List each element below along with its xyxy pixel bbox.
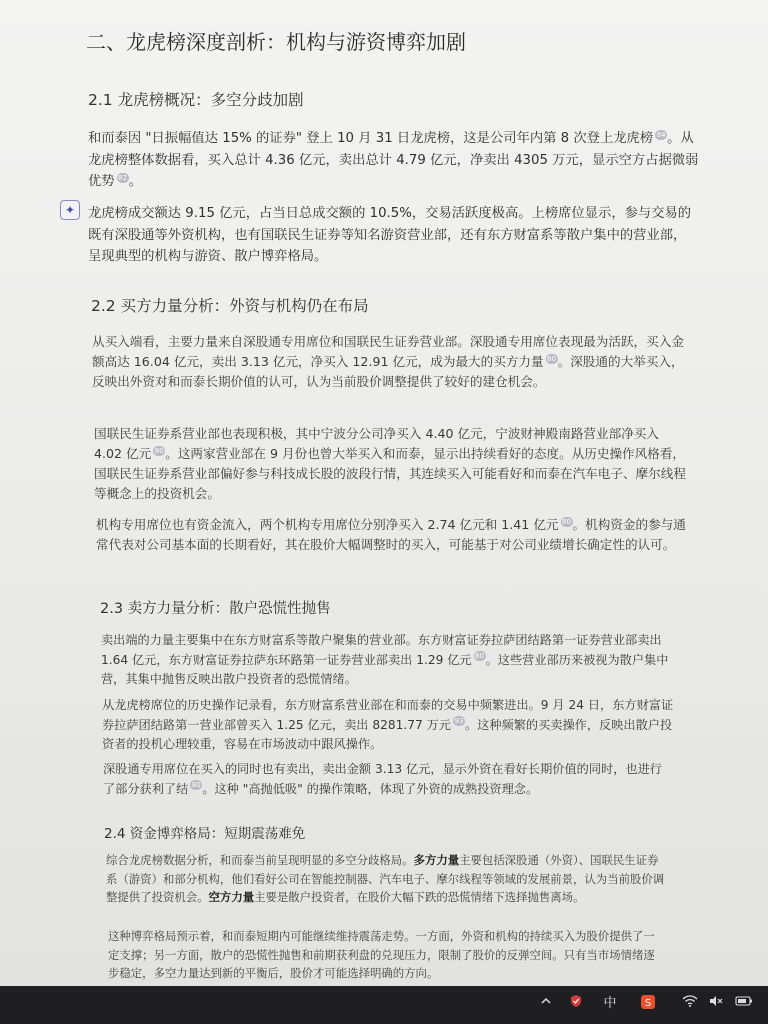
citation-badge[interactable]: 93 bbox=[454, 717, 464, 726]
chevron-up-icon[interactable] bbox=[536, 994, 556, 1014]
sparkle-icon: ✦ bbox=[64, 203, 76, 217]
paragraph: 深股通专用席位在买入的同时也有卖出，卖出金额 3.13 亿元，显示外资在看好长期价值的同时，也进行了部分获利了结 80 。这种 "高抛低吸" 的操作策略，体现了外资的成熟投资理念。 bbox=[103, 762, 662, 796]
taskbar bbox=[0, 986, 768, 1024]
citation-badge[interactable]: 82 bbox=[118, 173, 128, 182]
section-title-2-3: 2.3 卖方力量分析：散户恐慌性抛售 bbox=[100, 601, 331, 617]
page-title: 二、龙虎榜深度剖析：机构与游资博弈加剧 bbox=[86, 30, 466, 54]
section-title-2-4: 2.4 资金博弈格局：短期震荡难免 bbox=[104, 826, 306, 842]
sogou-icon[interactable] bbox=[638, 994, 658, 1014]
paragraph: 从龙虎榜席位的历史操作记录看，东方财富系营业部在和而泰的交易中频繁进出。9 月 24 日，东方财富证券拉萨团结路第一营业部曾买入 1.25 亿元，卖出 8281.77 万元 93 。这种频繁的买卖操作，反映出散户投资者的投机心理较重，容易在市场波动中跟风操作。 bbox=[102, 698, 674, 751]
volume-mute-icon[interactable] bbox=[706, 994, 726, 1014]
citation-badge[interactable]: 80 bbox=[191, 781, 201, 790]
citation-badge[interactable]: 80 bbox=[562, 517, 571, 526]
paragraph: 和而泰因 "日振幅值达 15% 的证券" 登上 10 月 31 日龙虎榜，这是公司年内第 8 次登上龙虎榜 84 。从龙虎榜整体数据看，买入总计 4.36 亿元，卖出总计 4.79 亿元，净卖出 4305 万元，显示空方占据微弱优势 82 。 bbox=[88, 130, 699, 189]
paragraph: 从买入端看，主要力量来自深股通专用席位和国联民生证券营业部。深股通专用席位表现最为活跃，买入金额高达 16.04 亿元，卖出 3.13 亿元，净买入 12.91 亿元，成为最大的买方力量 80 。深股通的大举买入，反映出外资对和而泰长期价值的认可，认为当前股价调整提供了较好的建仓机会。 bbox=[92, 334, 684, 389]
paragraph: 机构专用席位也有资金流入，两个机构专用席位分别净买入 2.74 亿元和 1.41 亿元 80 。机构资金的参与通常代表对公司基本面的长期看好，其在股价大幅调整时的买入，可能基于对公司业绩增长确定性的认可。 bbox=[96, 517, 686, 552]
paragraph: 卖出端的力量主要集中在东方财富系等散户聚集的营业部。东方财富证券拉萨团结路第一证券营业部卖出 1.64 亿元，东方财富证券拉萨东环路第一证券营业部卖出 1.29 亿元 80 。这些营业部历来被视为散户集中营，其集中抛售反映出散户投资者的恐慌情绪。 bbox=[101, 633, 669, 686]
paragraph: 这种博弈格局预示着，和而泰短期内可能继续维持震荡走势。一方面，外资和机构的持续买入为股价提供了一定支撑；另一方面，散户的恐慌性抛售和前期获利盘的兑现压力，限制了股价的反弹空间。只有当市场情绪逐步稳定，多空力量达到新的平衡后，股价才可能选择明确的方向。 bbox=[108, 929, 655, 980]
paragraph: 龙虎榜成交额达 9.15 亿元，占当日总成交额的 10.5%，交易活跃度极高。上榜席位显示，参与交易的既有深股通等外资机构，也有国联民生证券等知名游资营业部，还有东方财富系等散户集中的营业部，呈现典型的机构与游资、散户博弈格局。 bbox=[88, 206, 692, 264]
section-title-2-2: 2.2 买方力量分析：外资与机构仍在布局 bbox=[91, 297, 369, 315]
wifi-icon[interactable] bbox=[680, 994, 700, 1014]
ai-assist-button[interactable] bbox=[60, 200, 80, 220]
ime-indicator[interactable]: 中 bbox=[603, 996, 617, 1011]
battery-icon[interactable] bbox=[734, 994, 754, 1014]
section-title-2-1: 2.1 龙虎榜概况：多空分歧加剧 bbox=[88, 91, 304, 109]
paragraph: 国联民生证券系营业部也表现积极，其中宁波分公司净买入 4.40 亿元，宁波财神殿南路营业部净买入 4.02 亿元 80 。这两家营业部在 9 月份也曾大举买入和而泰，显示出持续看好的态度。从历史操作风格看，国联民生证券系营业部偏好参与科技成长股的波段行情，其连续买入可能看好和而泰在汽车电子、摩尔线程等概念上的投资机会。 bbox=[94, 426, 686, 501]
citation-badge[interactable]: 84 bbox=[656, 130, 666, 139]
citation-badge[interactable]: 80 bbox=[475, 652, 485, 661]
citation-badge[interactable]: 80 bbox=[547, 354, 557, 363]
paragraph: 综合龙虎榜数据分析，和而泰当前呈现明显的多空分歧格局。多方力量主要包括深股通（外资）、国联民生证券系（游资）和部分机构，他们看好公司在智能控制器、汽车电子、摩尔线程等领域的发展前景，认为当前股价调整提供了投资机会。空方力量主要是散户投资者，在股价大幅下跌的恐慌情绪下选择抛售离场。 bbox=[106, 853, 665, 904]
svg-text:S: S bbox=[644, 998, 652, 1009]
antivirus-icon[interactable] bbox=[566, 994, 586, 1014]
citation-badge[interactable]: 80 bbox=[154, 446, 164, 455]
